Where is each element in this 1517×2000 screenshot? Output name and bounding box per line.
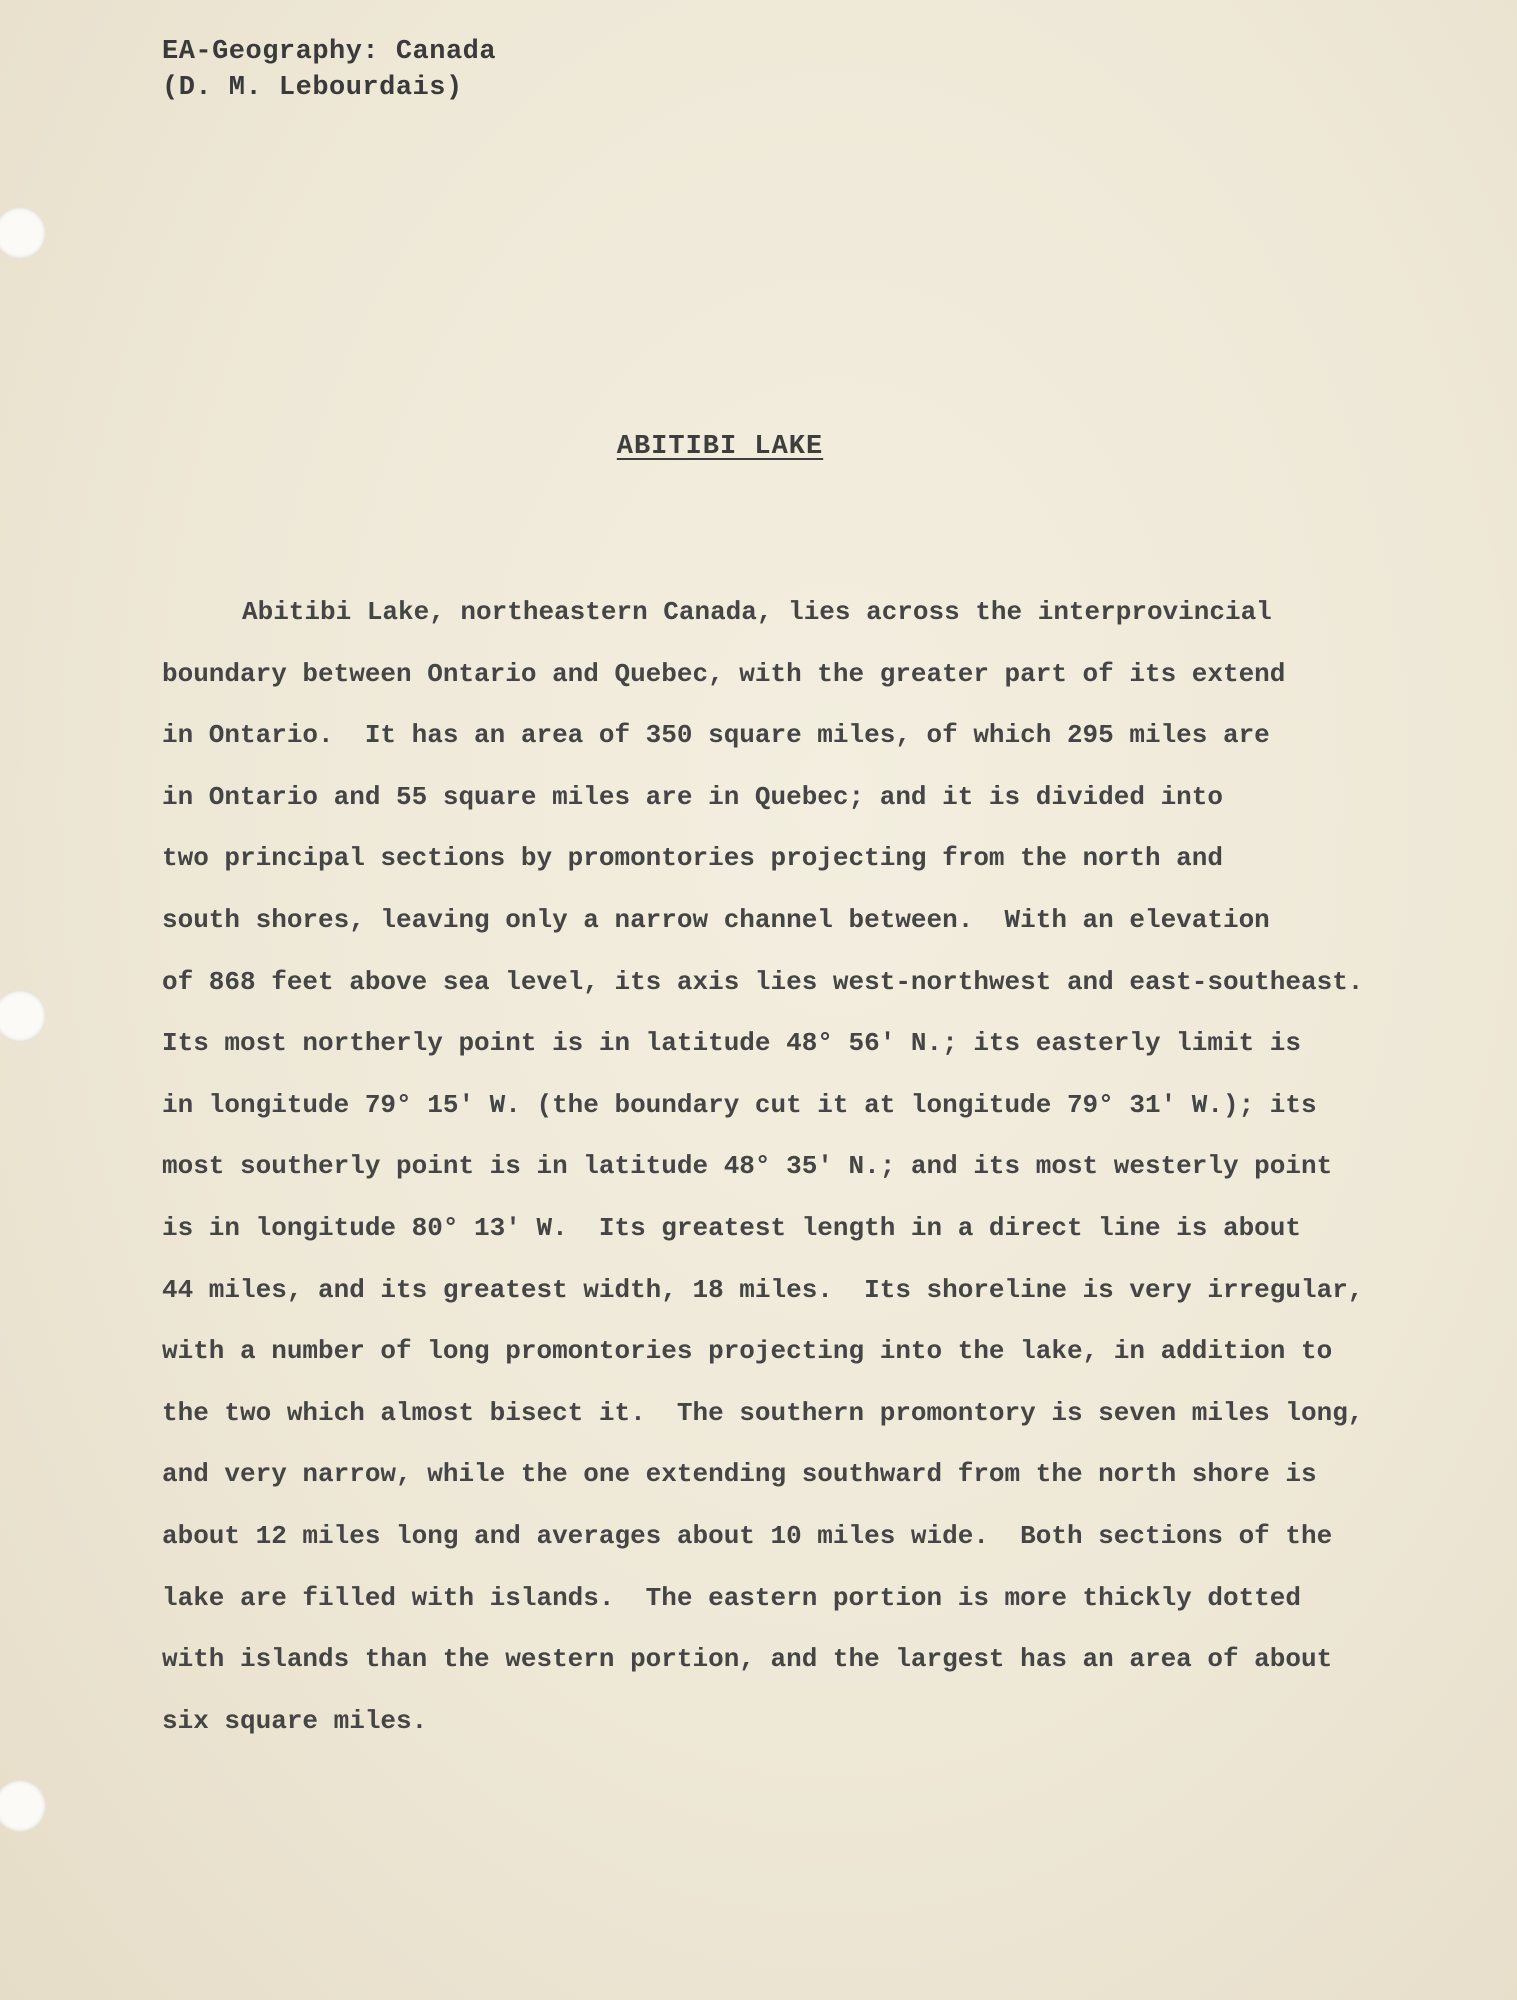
paragraph-line: about 12 miles long and averages about 10 miles wide. Both sections of the xyxy=(162,1520,1333,1551)
paragraph-line: boundary between Ontario and Quebec, with the greater part of its extend xyxy=(162,658,1286,689)
paragraph-line: with islands than the western portion, and the largest has an area of about xyxy=(162,1644,1333,1675)
paragraph-line: 44 miles, and its greatest width, 18 miles. Its shoreline is very irregular, xyxy=(162,1274,1364,1305)
paragraph-line: is in longitude 80° 13' W. Its greatest length in a direct line is about xyxy=(162,1212,1301,1243)
paragraph-line: south shores, leaving only a narrow channel between. With an elevation xyxy=(162,904,1270,935)
paragraph-line: and very narrow, while the one extending southward from the north shore is xyxy=(162,1459,1317,1490)
paragraph-line: lake are filled with islands. The eastern portion is more thickly dotted xyxy=(162,1582,1301,1613)
punch-hole xyxy=(0,990,46,1042)
paragraph-line: with a number of long promontories projecting into the lake, in addition to xyxy=(162,1336,1333,1367)
paragraph-line: the two which almost bisect it. The southern promontory is seven miles long, xyxy=(162,1397,1364,1428)
punch-hole xyxy=(0,1780,46,1832)
paragraph-line: of 868 feet above sea level, its axis lies west-northwest and east-southeast. xyxy=(162,966,1364,997)
header-author: (D. M. Lebourdais) xyxy=(162,73,463,103)
paragraph-line: two principal sections by promontories projecting from the north and xyxy=(162,843,1223,874)
punch-hole xyxy=(0,207,46,259)
header-subject: EA-Geography: Canada xyxy=(162,37,497,67)
paragraph-line: six square miles. xyxy=(162,1705,428,1736)
paragraph-line: in Ontario and 55 square miles are in Quebec; and it is divided into xyxy=(162,781,1223,812)
paragraph-line: Abitibi Lake, northeastern Canada, lies across the interprovincial xyxy=(242,597,1272,627)
document-title: ABITIBI LAKE xyxy=(616,432,824,462)
document-header xyxy=(162,34,496,106)
paragraph-line: Its most northerly point is in latitude 48° 56' N.; its easterly limit is xyxy=(162,1028,1301,1059)
body-paragraph xyxy=(162,582,1362,1752)
paragraph-line: in Ontario. It has an area of 350 square miles, of which 295 miles are xyxy=(162,720,1270,751)
paragraph-line: most southerly point is in latitude 48° 35' N.; and its most westerly point xyxy=(162,1151,1333,1182)
paragraph-line: in longitude 79° 15' W. (the boundary cut it at longitude 79° 31' W.); its xyxy=(162,1089,1317,1120)
